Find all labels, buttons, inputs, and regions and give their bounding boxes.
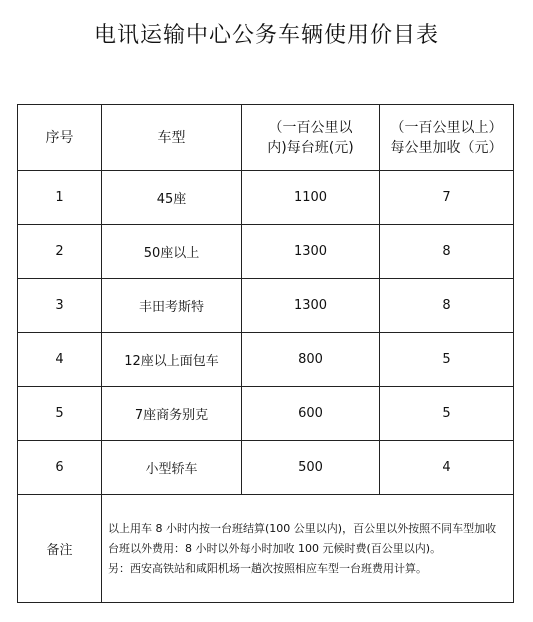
row-base-price: 1300 [242, 225, 380, 279]
row-index: 3 [18, 279, 102, 333]
page-title: 电讯运输中心公务车辆使用价目表 [93, 23, 439, 48]
row-index: 6 [18, 441, 102, 495]
row-model: 7座商务别克 [102, 387, 242, 441]
row-base-price: 500 [242, 441, 380, 495]
row-extra-price: 4 [380, 441, 514, 495]
row-extra-price: 8 [380, 225, 514, 279]
row-model: 45座 [102, 171, 242, 225]
row-extra-price: 7 [380, 171, 514, 225]
remarks-text [102, 495, 514, 603]
row-index: 4 [18, 333, 102, 387]
remarks-row [18, 495, 514, 603]
table-row [18, 333, 514, 387]
row-model: 小型轿车 [102, 441, 242, 495]
row-model: 50座以上 [102, 225, 242, 279]
table-row [18, 171, 514, 225]
remarks-paragraph: 另：西安高铁站和咸阳机场一趟次按照相应车型一台班费用计算。 [108, 561, 427, 575]
price-table [17, 104, 514, 603]
header-base-price-line1: （一百公里以 [268, 119, 353, 136]
row-base-price: 800 [242, 333, 380, 387]
table-row [18, 225, 514, 279]
row-index: 2 [18, 225, 102, 279]
row-extra-price: 8 [380, 279, 514, 333]
row-extra-price: 5 [380, 387, 514, 441]
row-extra-price: 5 [380, 333, 514, 387]
row-model: 12座以上面包车 [102, 333, 242, 387]
header-index: 序号 [18, 105, 102, 171]
row-index: 5 [18, 387, 102, 441]
row-base-price: 1100 [242, 171, 380, 225]
row-index: 1 [18, 171, 102, 225]
row-base-price: 600 [242, 387, 380, 441]
header-extra-price-line1: （一百公里以上） [390, 119, 503, 136]
table-row [18, 279, 514, 333]
remarks-label: 备注 [18, 495, 102, 603]
table-row [18, 441, 514, 495]
header-extra-price [380, 105, 514, 171]
header-base-price [242, 105, 380, 171]
header-model: 车型 [102, 105, 242, 171]
header-base-price-line2: 内)每台班(元) [267, 139, 354, 156]
row-model: 丰田考斯特 [102, 279, 242, 333]
row-base-price: 1300 [242, 279, 380, 333]
remarks-paragraph: 以上用车 8 小时内按一台班结算(100 公里以内)，百公里以外按照不同车型加收台班以外费用：8 小时以外每小时加收 100 元候时费(百公里以内)。 [108, 521, 497, 555]
table-header-row [18, 105, 514, 171]
table-row [18, 387, 514, 441]
header-extra-price-line2: 每公里加收（元） [390, 139, 503, 156]
